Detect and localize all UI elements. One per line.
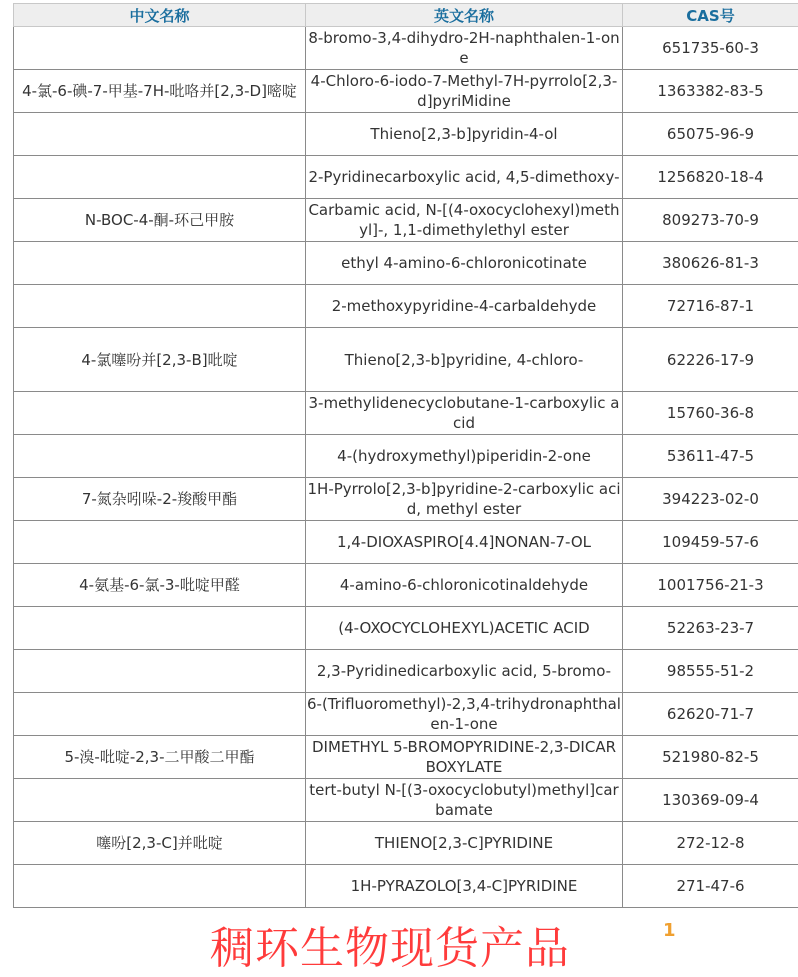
english-name-cell: THIENO[2,3-C]PYRIDINE [306, 822, 623, 865]
cas-cell: 62226-17-9 [623, 328, 798, 392]
table-row [14, 199, 798, 242]
english-name-cell: 4-(hydroxymethyl)piperidin-2-one [306, 435, 623, 478]
english-name-cell: (4-OXOCYCLOHEXYL)ACETIC ACID [306, 607, 623, 650]
cas-cell: 380626-81-3 [623, 242, 798, 285]
cas-cell: 15760-36-8 [623, 392, 798, 435]
chinese-name-cell: 4-氨基-6-氯-3-吡啶甲醛 [14, 564, 306, 607]
cas-cell: 809273-70-9 [623, 199, 798, 242]
table-row [14, 693, 798, 736]
table-row [14, 650, 798, 693]
cas-cell: 109459-57-6 [623, 521, 798, 564]
english-name-cell: 2-methoxypyridine-4-carbaldehyde [306, 285, 623, 328]
cas-cell: 72716-87-1 [623, 285, 798, 328]
table-row [14, 478, 798, 521]
table-row [14, 435, 798, 478]
english-name-cell: 3-methylidenecyclobutane-1-carboxylic acid [306, 392, 623, 435]
cas-cell: 271-47-6 [623, 865, 798, 908]
chinese-name-cell: 7-氮杂吲哚-2-羧酸甲酯 [14, 478, 306, 521]
chinese-name-cell [14, 156, 306, 199]
table-row [14, 242, 798, 285]
table-row [14, 607, 798, 650]
table-row [14, 736, 798, 779]
cas-cell: 394223-02-0 [623, 478, 798, 521]
cas-cell: 521980-82-5 [623, 736, 798, 779]
english-name-cell: Thieno[2,3-b]pyridine, 4-chloro- [306, 328, 623, 392]
chinese-name-cell [14, 521, 306, 564]
table-row [14, 521, 798, 564]
cas-cell: 1256820-18-4 [623, 156, 798, 199]
english-name-cell: 4-Chloro-6-iodo-7-Methyl-7H-pyrrolo[2,3-d]pyriMidine [306, 70, 623, 113]
english-name-cell: tert-butyl N-[(3-oxocyclobutyl)methyl]carbamate [306, 779, 623, 822]
english-name-cell: Thieno[2,3-b]pyridin-4-ol [306, 113, 623, 156]
chinese-name-cell [14, 779, 306, 822]
footer-title: 稠环生物现货产品 [210, 923, 570, 974]
english-name-cell: 1H-Pyrrolo[2,3-b]pyridine-2-carboxylic acid, methyl ester [306, 478, 623, 521]
table-row [14, 392, 798, 435]
chinese-name-cell: 5-溴-吡啶-2,3-二甲酸二甲酯 [14, 736, 306, 779]
chinese-name-cell [14, 865, 306, 908]
table-row [14, 285, 798, 328]
cas-cell: 651735-60-3 [623, 27, 798, 70]
cas-cell: 65075-96-9 [623, 113, 798, 156]
chinese-name-cell: N-BOC-4-酮-环己甲胺 [14, 199, 306, 242]
chinese-name-cell [14, 27, 306, 70]
cas-cell: 52263-23-7 [623, 607, 798, 650]
english-name-cell: 6-(Trifluoromethyl)-2,3,4-trihydronaphthalen-1-one [306, 693, 623, 736]
cas-cell: 272-12-8 [623, 822, 798, 865]
table-row [14, 113, 798, 156]
chinese-name-cell [14, 285, 306, 328]
chinese-name-cell [14, 435, 306, 478]
header-cas: CAS号 [623, 4, 798, 27]
chinese-name-cell [14, 242, 306, 285]
chinese-name-cell: 4-氯噻吩并[2,3-B]吡啶 [14, 328, 306, 392]
table-row [14, 865, 798, 908]
cas-cell: 62620-71-7 [623, 693, 798, 736]
page-number[interactable]: 1 [663, 920, 676, 941]
chinese-name-cell: 4-氯-6-碘-7-甲基-7H-吡咯并[2,3-D]嘧啶 [14, 70, 306, 113]
chinese-name-cell [14, 113, 306, 156]
chinese-name-cell: 噻吩[2,3-C]并吡啶 [14, 822, 306, 865]
cas-cell: 130369-09-4 [623, 779, 798, 822]
english-name-cell: 4-amino-6-chloronicotinaldehyde [306, 564, 623, 607]
table-row [14, 70, 798, 113]
table-row [14, 27, 798, 70]
english-name-cell: 2,3-Pyridinedicarboxylic acid, 5-bromo- [306, 650, 623, 693]
english-name-cell: DIMETHYL 5-BROMOPYRIDINE-2,3-DICARBOXYLATE [306, 736, 623, 779]
header-chinese-name: 中文名称 [14, 4, 306, 27]
english-name-cell: 1,4-DIOXASPIRO[4.4]NONAN-7-OL [306, 521, 623, 564]
chinese-name-cell [14, 607, 306, 650]
cas-cell: 1001756-21-3 [623, 564, 798, 607]
english-name-cell: 1H-PYRAZOLO[3,4-C]PYRIDINE [306, 865, 623, 908]
table-row [14, 822, 798, 865]
english-name-cell: Carbamic acid, N-[(4-oxocyclohexyl)methyl]-, 1,1-dimethylethyl ester [306, 199, 623, 242]
english-name-cell: 8-bromo-3,4-dihydro-2H-naphthalen-1-one [306, 27, 623, 70]
table-row [14, 328, 798, 392]
chinese-name-cell [14, 392, 306, 435]
chinese-name-cell [14, 650, 306, 693]
product-table [13, 3, 798, 908]
table-row [14, 779, 798, 822]
table-row [14, 564, 798, 607]
cas-cell: 98555-51-2 [623, 650, 798, 693]
english-name-cell: 2-Pyridinecarboxylic acid, 4,5-dimethoxy- [306, 156, 623, 199]
header-english-name: 英文名称 [306, 4, 623, 27]
table-row [14, 156, 798, 199]
cas-cell: 1363382-83-5 [623, 70, 798, 113]
english-name-cell: ethyl 4-amino-6-chloronicotinate [306, 242, 623, 285]
cas-cell: 53611-47-5 [623, 435, 798, 478]
table-header [14, 4, 798, 27]
chinese-name-cell [14, 693, 306, 736]
